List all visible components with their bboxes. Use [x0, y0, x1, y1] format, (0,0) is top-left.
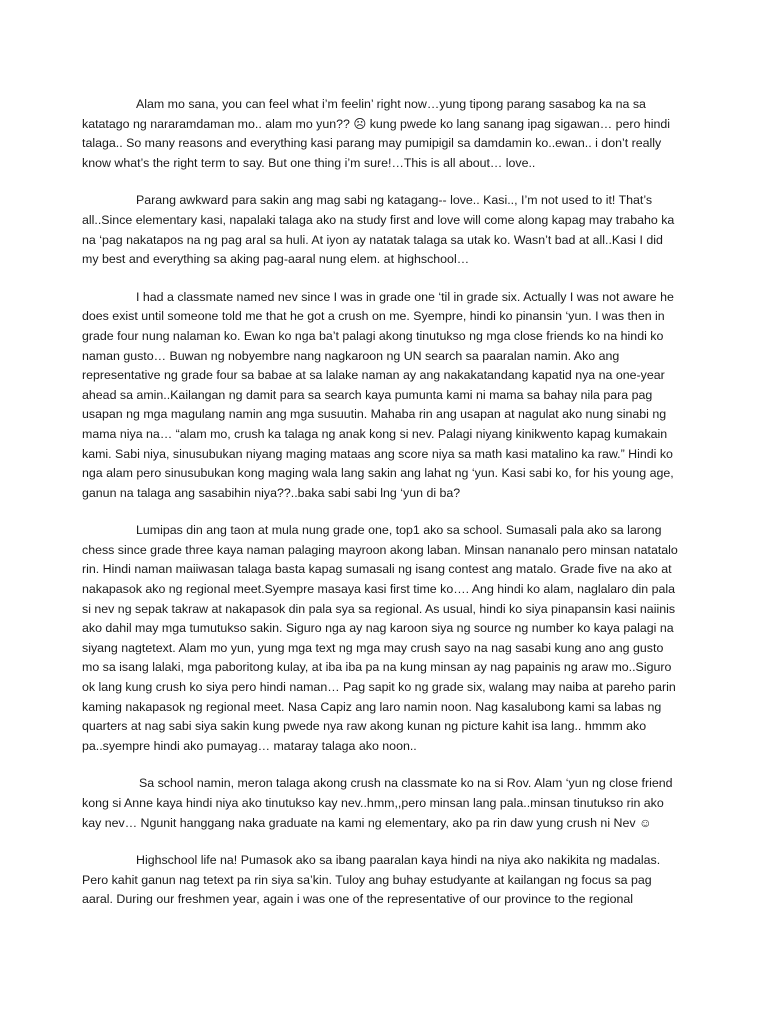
paragraph-5: Sa school namin, meron talaga akong crush na classmate ko na si Rov. Alam ‘yun ng close friend kong si Anne kaya hindi niya ako tinutukso kay nev..hmm,,pero minsan lang pala..minsan tinutukso rin ako kay nev… Ngunit hanggang naka graduate na kami ng elementary, ako pa rin daw yung crush ni Nev ☺: [82, 776, 673, 830]
paragraph-2: Parang awkward para sakin ang mag sabi ng katagang-- love.. Kasi.., I’m not used to it! That’s all..Since elementary kasi, napalaki talaga ako na study first and love will come along kapag may trabaho ka na ‘pag nakatapos na ng pag aral sa huli. At iyon ay natatak talaga sa utak ko. Wasn’t bad at all..Kasi I did my best and everything sa aking pag-aaral nung elem. at highschool…: [82, 193, 675, 267]
paragraph-4: Lumipas din ang taon at mula nung grade one, top1 ako sa school. Sumasali pala ako sa larong chess since grade three kaya naman palaging mayroon akong laban. Minsan nananalo pero minsan natatalo rin. Hindi naman maiiwasan talaga basta kapag sumasali ng isang contest ang matalo. Grade five na ako at nakapasok ako ng regional meet.Syempre masaya kasi first time ko…. Ang hindi ko alam, naglalaro din pala si nev ng sepak takraw at nakapasok din pala sya sa regional. As usual, hindi ko siya pinapansin kasi naiinis ako dahil may mga tumutukso sakin. Siguro nga ay nag karoon siya ng source ng number ko kaya palagi na siyang nagtetext. Alam mo yun, yung mga text ng mga may crush sayo na nag sasabi kung ano ang gusto mo sa isang lalaki, mga paboritong kulay, at iba iba pa na kung minsan ay nag papainis ng araw mo..Siguro ok lang kung crush ko siya pero hindi naman… Pag sapit ko ng grade six, walang may naiba at pareho parin kaming nakapasok ng regional meet. Nasa Capiz ang laro namin noon. Nag kasalubong kami sa labas ng quarters at nag sabi siya sakin kung pwede nya raw akong kunan ng picture kahit isa lang.. hmmm ako pa..syempre hindi ako pumayag… mataray talaga ako noon..: [82, 523, 678, 753]
document-body: [82, 95, 682, 928]
paragraph-1: Alam mo sana, you can feel what i’m feelin’ right now…yung tipong parang sasabog ka na sa katatago ng nararamdaman mo.. alam mo yun?? ☹ kung pwede ko lang sanang ipag sigawan… pero hindi talaga.. So many reasons and everything kasi parang may pumipigil sa damdamin ko..ewan.. i don’t really know what’s the right term to say. But one thing i’m sure!…This is all about… love..: [82, 97, 671, 170]
paragraph-3: I had a classmate named nev since I was in grade one ‘til in grade six. Actually I was not aware he does exist until someone told me that he got a crush on me. Syempre, hindi ko pinansin ‘yun. I was then in grade four nung nalaman ko. Ewan ko nga ba’t palagi akong tinutukso ng mga close friends ko na hindi ko naman gusto… Buwan ng nobyembre nang nagkaroon ng UN search sa paaralan namin. Ako ang representative ng grade four sa babae at sa lalake naman ay ang nakakatandang kapatid nya na one-year ahead sa amin..Kailangan ng damit para sa search kaya pumunta kami ni mama sa bahay nila para pag usapan ng mga magulang namin ang mga susuutin. Mahaba rin ang usapan at nagulat ako nung sinabi ng mama niya na… “alam mo, crush ka talaga ng anak kong si nev. Palagi niyang kinikwento kapag kumakain kami. Sabi niya, sinusubukan niyang maging mataas ang score niya sa math kasi matalino ka raw.” Hindi ko nga alam pero sinusubukan kong maging wala lang sakin ang lahat ng ‘yun. Kasi sabi ko, for his young age, ganun na talaga ang sasabihin niya??..baka sabi sabi lng ‘yun di ba?: [82, 289, 674, 500]
paragraph-6: Highschool life na! Pumasok ako sa ibang paaralan kaya hindi na niya ako nakikita ng madalas. Pero kahit ganun nag tetext pa rin siya sa’kin. Tuloy ang buhay estudyante at kailangan ng focus sa pag aaral. During our freshmen year, again i was one of the representative of our province to the regional: [82, 853, 661, 907]
